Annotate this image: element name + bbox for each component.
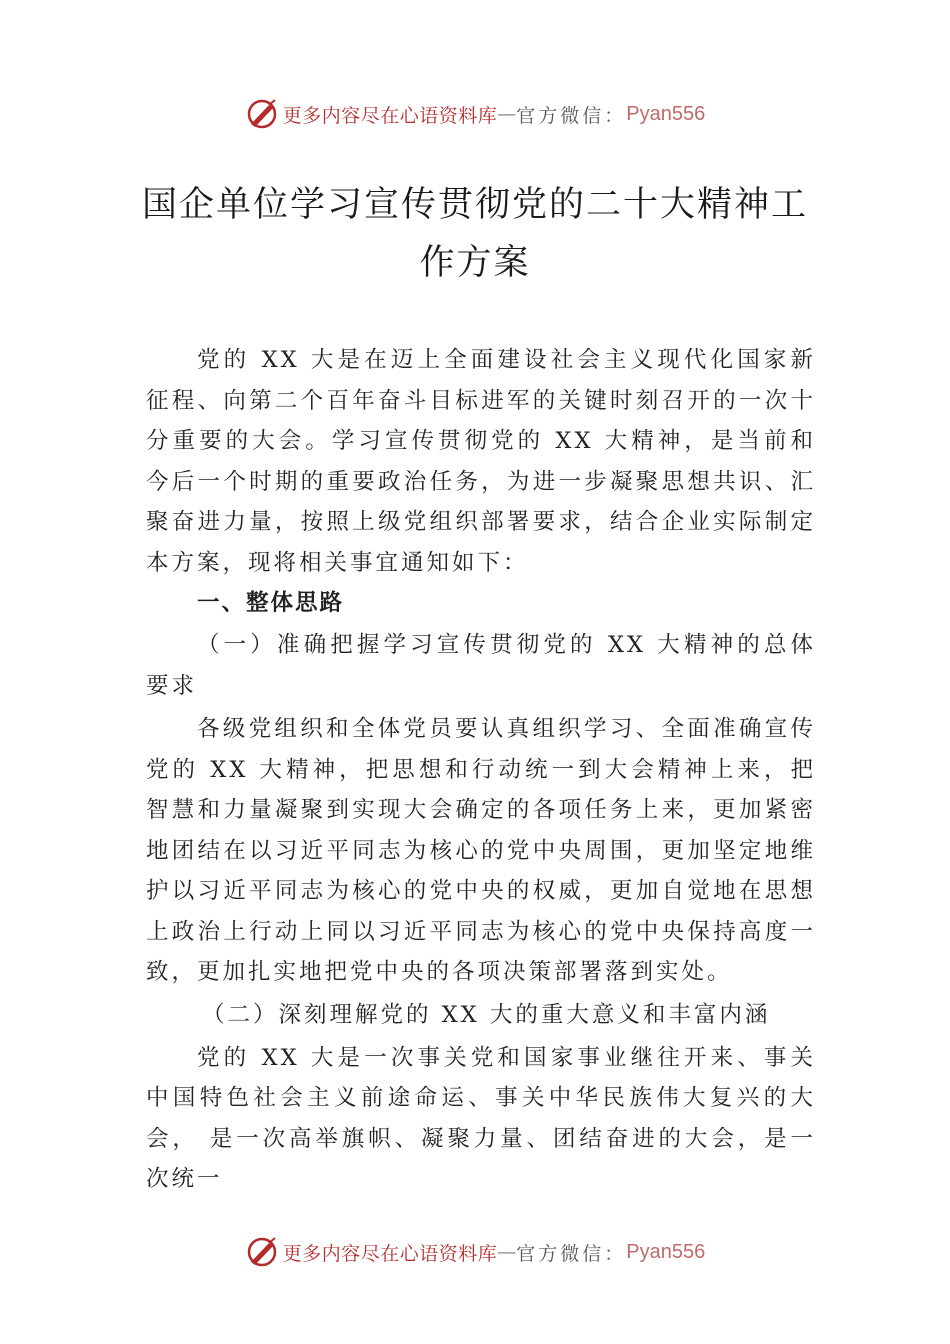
banner-separator: — <box>497 103 517 125</box>
banner-label: 官方微信： <box>516 1242 627 1265</box>
subsection-heading-1: （一）准确把握学习宣传贯彻党的 XX 大精神的总体要求 <box>146 632 816 699</box>
banner-wechat-id: Pyan556 <box>626 1240 706 1263</box>
intro-paragraph: 党的 XX 大是在迈上全面建设社会主义现代化国家新征程、向第二个百年奋斗目标进军的关键时刻召开的一次十分重要的大会。学习宣传贯彻党的 XX 大精神，是当前和今后一个时期的重要政治任务，为进一步凝聚思想共识、汇聚奋进力量，按照上级党组织部署要求，结合企业实际制定本方案，现将相关事宜通知如下： <box>146 347 816 576</box>
banner-wechat-id: Pyan556 <box>626 102 706 125</box>
paragraph-3: 党的 XX 大是一次事关党和国家事业继往开来、事关中国特色社会主义前途命运、事关中华民族伟大复兴的大会， 是一次高举旗帜、凝聚力量、团结奋进的大会，是一次统一 <box>146 1044 816 1192</box>
banner-text: 更多内容尽在心语资料库 <box>282 1242 498 1265</box>
pen-logo-icon <box>245 97 279 131</box>
paragraph-2: 各级党组织和全体党员要认真组织学习、全面准确宣传党的 XX 大精神，把思想和行动统一到大会精神上来，把智慧和力量凝聚到实现大会确定的各项任务上来，更加紧密地团结在以习近平同志为核心的党中央周围，更加坚定地维护以习近平同志为核心的党中央的权威，更加自觉地在思想上政治上行动上同以习近平同志为核心的党中央保持高度一致，更加扎实地把党中央的各项决策部署落到实处。 <box>146 716 816 985</box>
banner-separator: — <box>497 1241 517 1263</box>
section-heading-1: 一、整体思路 <box>197 590 345 616</box>
header-banner <box>0 94 950 134</box>
footer-banner <box>0 1232 950 1272</box>
pen-logo-icon <box>245 1235 279 1269</box>
banner-label: 官方微信： <box>516 104 627 127</box>
document-title: 国企单位学习宣传贯彻党的二十大精神工作方案 <box>141 185 808 283</box>
banner-text: 更多内容尽在心语资料库 <box>282 104 498 127</box>
subsection-heading-2: （二）深刻理解党的 XX 大的重大意义和丰富内涵 <box>202 1001 771 1028</box>
document-body <box>146 340 816 1200</box>
